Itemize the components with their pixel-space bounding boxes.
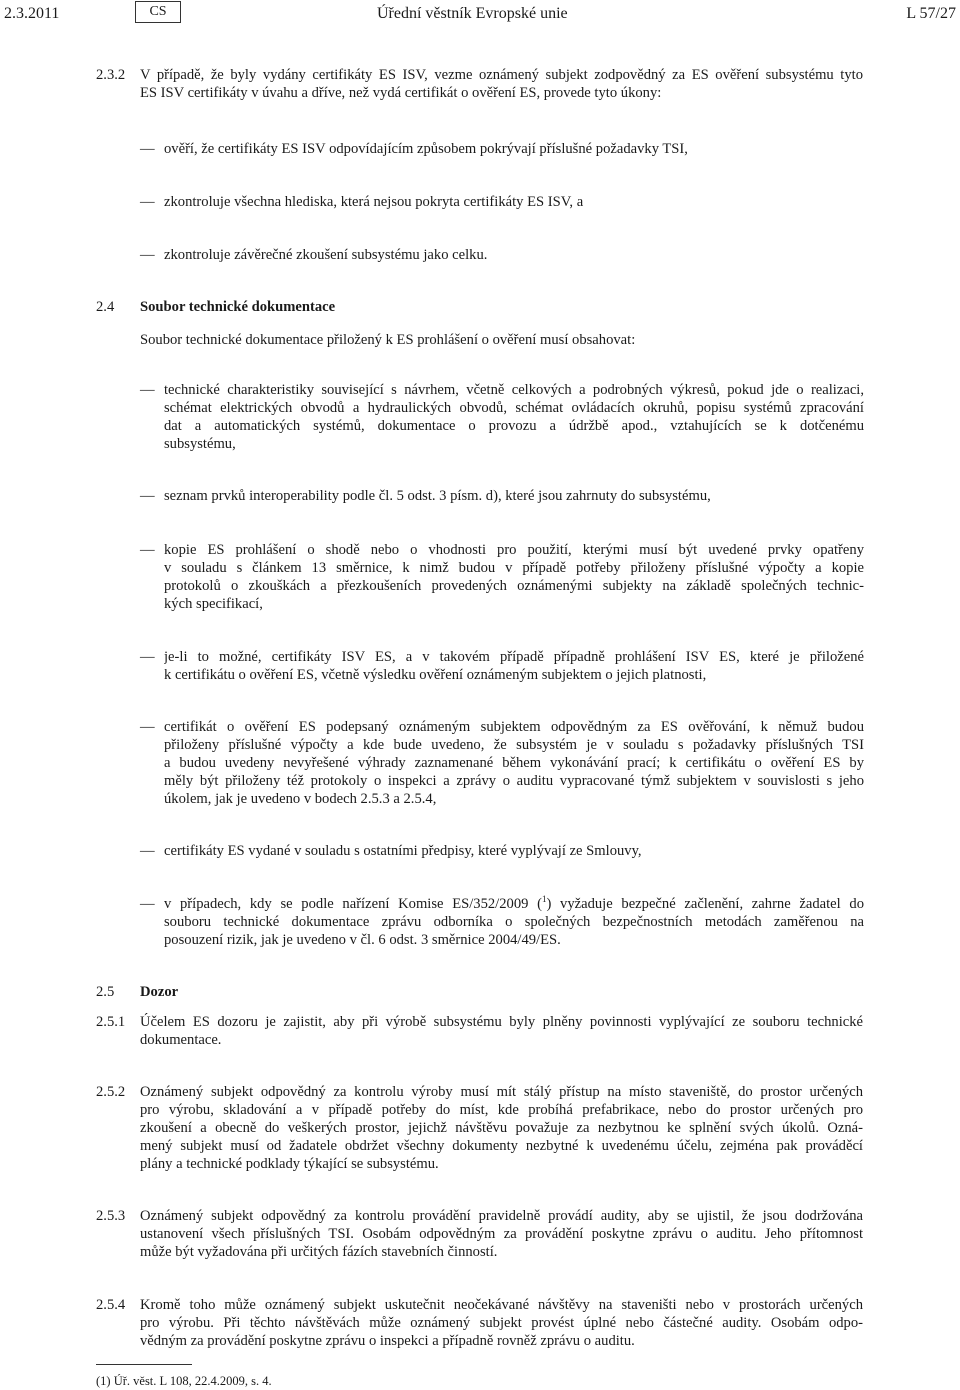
paragraph <box>140 1013 863 1049</box>
section-number: 2.5.2 <box>96 1084 126 1100</box>
section-number: 2.5.4 <box>96 1297 126 1313</box>
header-date: 2.3.2011 <box>4 5 60 22</box>
footnote <box>96 1374 272 1388</box>
paragraph <box>140 1083 863 1173</box>
section-number: 2.3.2 <box>96 67 126 83</box>
list-dash: — <box>140 719 155 735</box>
text-line: dat a automatických systémů, dokumentace o provozu a údržbě apod., vztahujících se k dotčenému <box>164 418 864 435</box>
text-line: k certifikátu o ověření ES, včetně výsledku ověření oznámeným subjektem o jejich platnosti, <box>164 667 707 684</box>
paragraph <box>140 331 863 349</box>
paragraph <box>140 66 863 102</box>
text-line: pro výrobu. Při těchto návštěvách může oznámený subjekt provést úplné nebo částečné audity. Osobám odpo- <box>140 1315 863 1332</box>
text-line: pro výrobu, skladování a v případě potřeby do míst, kde probíhá prefabrikace, nebo do prostor určených pro <box>140 1102 863 1119</box>
text-line: schémat elektrických obvodů a hydraulických obvodů, schémat ovládacích okruhů, popisu systémů zpracování <box>164 400 864 417</box>
text-line: může být vyžadována při určitých fázích stavebních činností. <box>140 1244 498 1261</box>
paragraph <box>140 1207 863 1261</box>
list-dash: — <box>140 141 155 157</box>
list-item <box>164 246 864 264</box>
text-line: certifikát o ověření ES podepsaný oznámeným subjektem odpovědným za ES ověřování, k němuž budou <box>164 719 864 735</box>
list-item <box>164 487 864 505</box>
page-number: L 57/27 <box>906 5 956 22</box>
list-dash: — <box>140 247 155 263</box>
section-number: 2.5 <box>96 984 115 1000</box>
text-line: Soubor technické dokumentace přiložený k ES prohlášení o ověření musí obsahovat: <box>140 332 636 348</box>
list-item <box>164 140 864 158</box>
list-item <box>164 381 864 453</box>
list-dash: — <box>140 896 155 912</box>
text-line: kopie ES prohlášení o shodě nebo o vhodnosti pro použití, kterými musí být uvedené prvky opatřeny <box>164 542 864 558</box>
text-line: přiloženy příslušné výpočty a kde bude uvedeno, že subsystém je v souladu s požadavky příslušných TSI <box>164 737 864 754</box>
list-item <box>164 718 864 808</box>
text-line: v souladu s článkem 13 směrnice, k nimž budou v případě potřeby přiloženy příslušné výpočty a kopie <box>164 560 864 577</box>
text-line: certifikáty ES vydané v souladu s ostatními předpisy, které vyplývají ze Smlouvy, <box>164 843 642 859</box>
text-line: Kromě toho může oznámený subjekt uskutečnit neočekávané návštěvy na staveništi nebo v prostorách určených <box>140 1297 863 1313</box>
list-item <box>164 648 864 684</box>
text-line: vědným za provádění poskytne zprávu o inspekci a případně rovněž zprávu o auditu. <box>140 1333 635 1350</box>
text-line: dokumentace. <box>140 1032 222 1049</box>
text-line: ustanovení všech příslušných TSI. Osobám odpovědným za provádění poskytne zprávu o auditu. Jeho přítomnost <box>140 1226 863 1243</box>
list-item <box>164 842 864 860</box>
text-line: kých specifikací, <box>164 596 263 613</box>
text-line: ověří, že certifikáty ES ISV odpovídajícím způsobem pokrývají příslušné požadavky TSI, <box>164 141 688 157</box>
text-line: v případech, kdy se podle nařízení Komise ES/352/2009 ($^1$) vyžaduje bezpečné začlenění, zahrne žadatel do <box>164 895 864 912</box>
list-dash: — <box>140 194 155 210</box>
page-header <box>0 4 960 26</box>
text-line: souboru technické dokumentace zprávu odborníka o společných bezpečnostních metodách zaměřenou na <box>164 914 864 931</box>
text-line: technické charakteristiky související s návrhem, včetně celkových a podrobných výkresů, pokud jde o realizaci, <box>164 382 864 398</box>
text-line: plány a technické podklady týkající se subsystému. <box>140 1156 439 1173</box>
footnote-marker: (1) <box>96 1374 111 1388</box>
text-line: úkolem, jak je uvedeno v bodech 2.5.3 a 2.5.4, <box>164 791 437 808</box>
footnote-rule <box>96 1364 192 1365</box>
text-line: V případě, že byly vydány certifikáty ES ISV, vezme oznámený subjekt zodpovědný za ES ověření subsystému tyto <box>140 67 863 83</box>
text-line: měly být přiloženy též protokoly o inspekci a zprávy o auditu vypracované týmž subjektem v souvislosti s jeho <box>164 773 864 790</box>
text-line: subsystému, <box>164 436 236 453</box>
text-line: mený subjekt musí od žadatele obdržet všechny dokumenty nezbytné k uvedenému účelu, zejména pak prováděcí <box>140 1138 863 1155</box>
list-item <box>164 193 864 211</box>
text-line: Oznámený subjekt odpovědný za kontrolu provádění pravidelně provádí audity, aby se ujistil, že jsou dodržována <box>140 1208 863 1224</box>
text-line: je-li to možné, certifikáty ISV ES, a v takovém případě případně prohlášení ISV ES, které je přiložené <box>164 649 864 665</box>
list-item <box>164 895 864 949</box>
footnote-text: Úř. věst. L 108, 22.4.2009, s. 4. <box>113 1374 272 1388</box>
section-number: 2.4 <box>96 299 115 315</box>
list-item <box>164 541 864 613</box>
text-line: a budou uvedeny nevyřešené výhrady zaznamenané během vykonávání prací; k certifikátu o ověření ES by <box>164 755 864 772</box>
section-heading: Soubor technické dokumentace <box>140 299 336 315</box>
list-dash: — <box>140 382 155 398</box>
list-dash: — <box>140 488 155 504</box>
section-number: 2.5.1 <box>96 1014 126 1030</box>
section-heading: Dozor <box>140 984 179 1000</box>
list-dash: — <box>140 542 155 558</box>
text-line: zkontroluje závěrečné zkoušení subsystému jako celku. <box>164 247 488 263</box>
text-line: posouzení rizik, jak je uvedeno v čl. 6 odst. 3 směrnice 2004/49/ES. <box>164 932 561 949</box>
text-line: zkoušení a obecně do veškerých prostor, jejichž návštěvu považuje za nezbytnou ke splnění svých úkolů. Ozná- <box>140 1120 863 1137</box>
list-dash: — <box>140 649 155 665</box>
text-line: Oznámený subjekt odpovědný za kontrolu výroby musí mít stálý přístup na místo staveniště, do prostor určených <box>140 1084 863 1100</box>
paragraph <box>140 1296 863 1350</box>
text-line: ES ISV certifikáty v úvahu a dříve, než vydá certifikát o ověření ES, provede tyto úkony: <box>140 85 662 102</box>
language-badge: CS <box>135 1 181 23</box>
text-line: protokolů o zkouškách a přezkoušeních provedených oznámenými subjekty na základě společných technic- <box>164 578 864 595</box>
list-dash: — <box>140 843 155 859</box>
journal-title: Úřední věstník Evropské unie <box>377 5 568 22</box>
text-line: Účelem ES dozoru je zajistit, aby při výrobě subsystému byly plněny povinnosti vyplývající ze souboru technické <box>140 1014 863 1030</box>
section-number: 2.5.3 <box>96 1208 126 1224</box>
text-line: seznam prvků interoperability podle čl. 5 odst. 3 písm. d), které jsou zahrnuty do subsystému, <box>164 488 711 504</box>
text-line: zkontroluje všechna hlediska, která nejsou pokryta certifikáty ES ISV, a <box>164 194 584 210</box>
